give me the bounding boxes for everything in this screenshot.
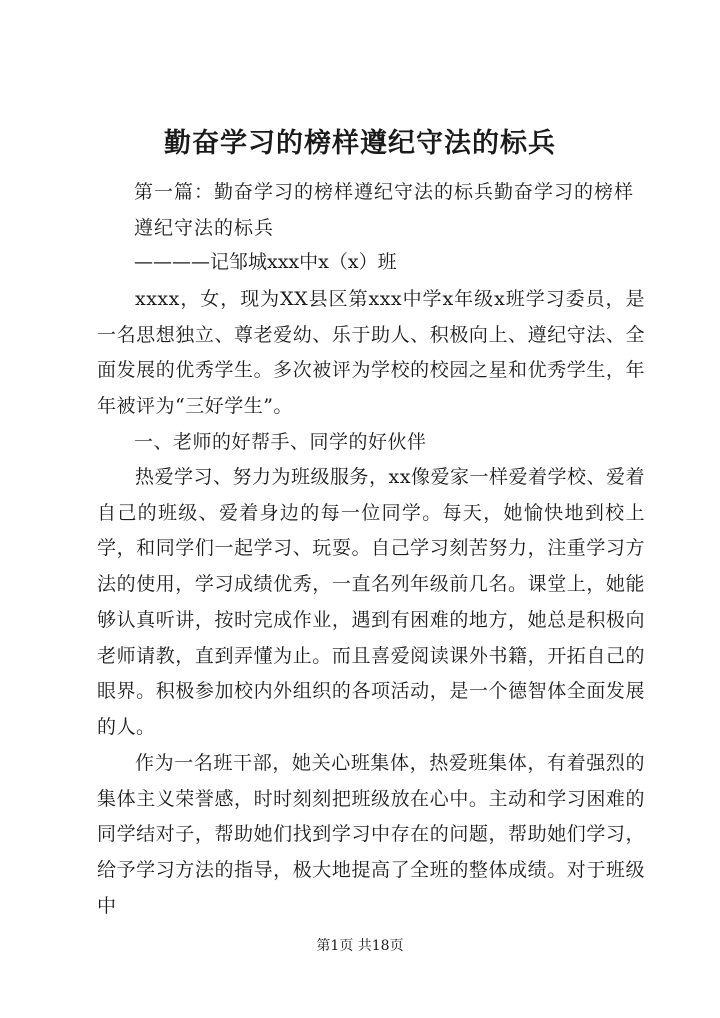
sub-heading: 一、老师的好帮手、同学的好伙伴	[134, 431, 427, 453]
paragraph-3: 作为一名班干部，她关心班集体，热爱班集体，有着强烈的集体主义荣誉感，时时刻刻把班级放在心中。主动和学习困难的同学结对子，帮助她们找到学习中存在的问题，帮助她们学习，给予学习方法的指导，极大地提高了全班的整体成绩。对于班级中	[97, 752, 645, 917]
section-heading: 第一篇：勤奋学习的榜样遵纪守法的标兵勤奋学习的榜样遵纪守法的标兵	[134, 181, 635, 239]
paragraph-2: 热爱学习、努力为班级服务，xx像爱家一样爱着学校、爱着自己的班级、爱着身边的每一位同学。每天，她愉快地到校上学，和同学们一起学习、玩耍。自己学习刻苦努力，注重学习方法的使用，学习成绩优秀，一直名列年级前几名。课堂上，她能够认真听讲，按时完成作业，遇到有困难的地方，她总是积极向老师请教，直到弄懂为止。而且喜爱阅读课外书籍，开拓自己的眼界。积极参加校内外组织的各项活动，是一个德智体全面发展的人。	[97, 466, 645, 738]
page-indicator: 第1页 共18页	[316, 938, 404, 954]
document-title: 勤奋学习的榜样遵纪守法的标兵	[164, 128, 556, 159]
paragraph-1: xxxx，女，现为XX县区第xxx中学x年级x班学习委员，是一名思想独立、尊老爱幼、乐于助人、积极向上、遵纪守法、全面发展的优秀学生。多次被评为学校的校园之星和优秀学生，年年被评为“三好学生”。	[97, 288, 645, 418]
byline: ————记邹城xxx中x（x）班	[134, 251, 397, 273]
